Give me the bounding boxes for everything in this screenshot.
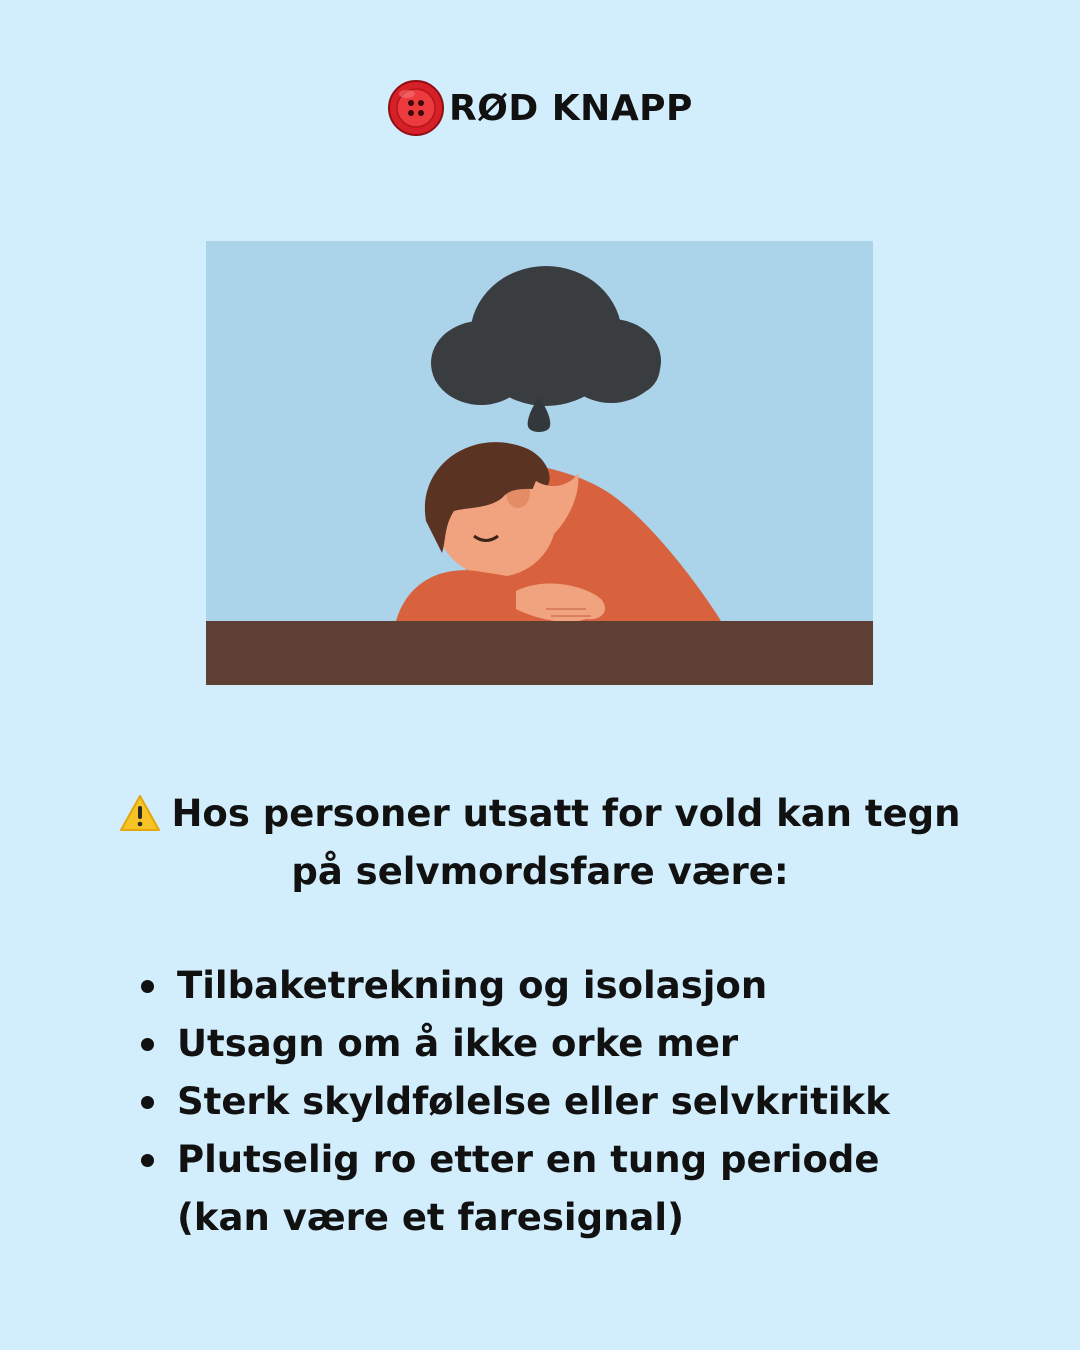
warning-icon	[119, 794, 161, 832]
bullet	[141, 1154, 154, 1167]
list-item-text: Sterk skyldfølelse eller selvkritikk	[177, 1080, 890, 1123]
warning-signs-list	[136, 957, 966, 1247]
red-button-icon	[387, 79, 445, 137]
desk	[206, 621, 873, 685]
page-title: RØD KNAPP	[449, 87, 693, 129]
bullet	[141, 1038, 154, 1051]
header	[0, 78, 1080, 138]
list-item	[136, 1073, 966, 1131]
intro-heading	[100, 785, 980, 901]
list-item	[136, 1015, 966, 1073]
list-item-text: Tilbaketrekning og isolasjon	[177, 964, 768, 1007]
intro-text: Hos personer utsatt for vold kan tegn på selvmordsfare være:	[171, 792, 961, 893]
illustration	[206, 241, 873, 685]
list-item-text: Utsagn om å ikke orke mer	[177, 1022, 739, 1065]
bullet	[141, 980, 154, 993]
bullet	[141, 1096, 154, 1109]
list-item-text: Plutselig ro etter en tung periode (kan være et faresignal)	[177, 1138, 880, 1239]
list-item	[136, 957, 966, 1015]
list-item	[136, 1131, 966, 1247]
